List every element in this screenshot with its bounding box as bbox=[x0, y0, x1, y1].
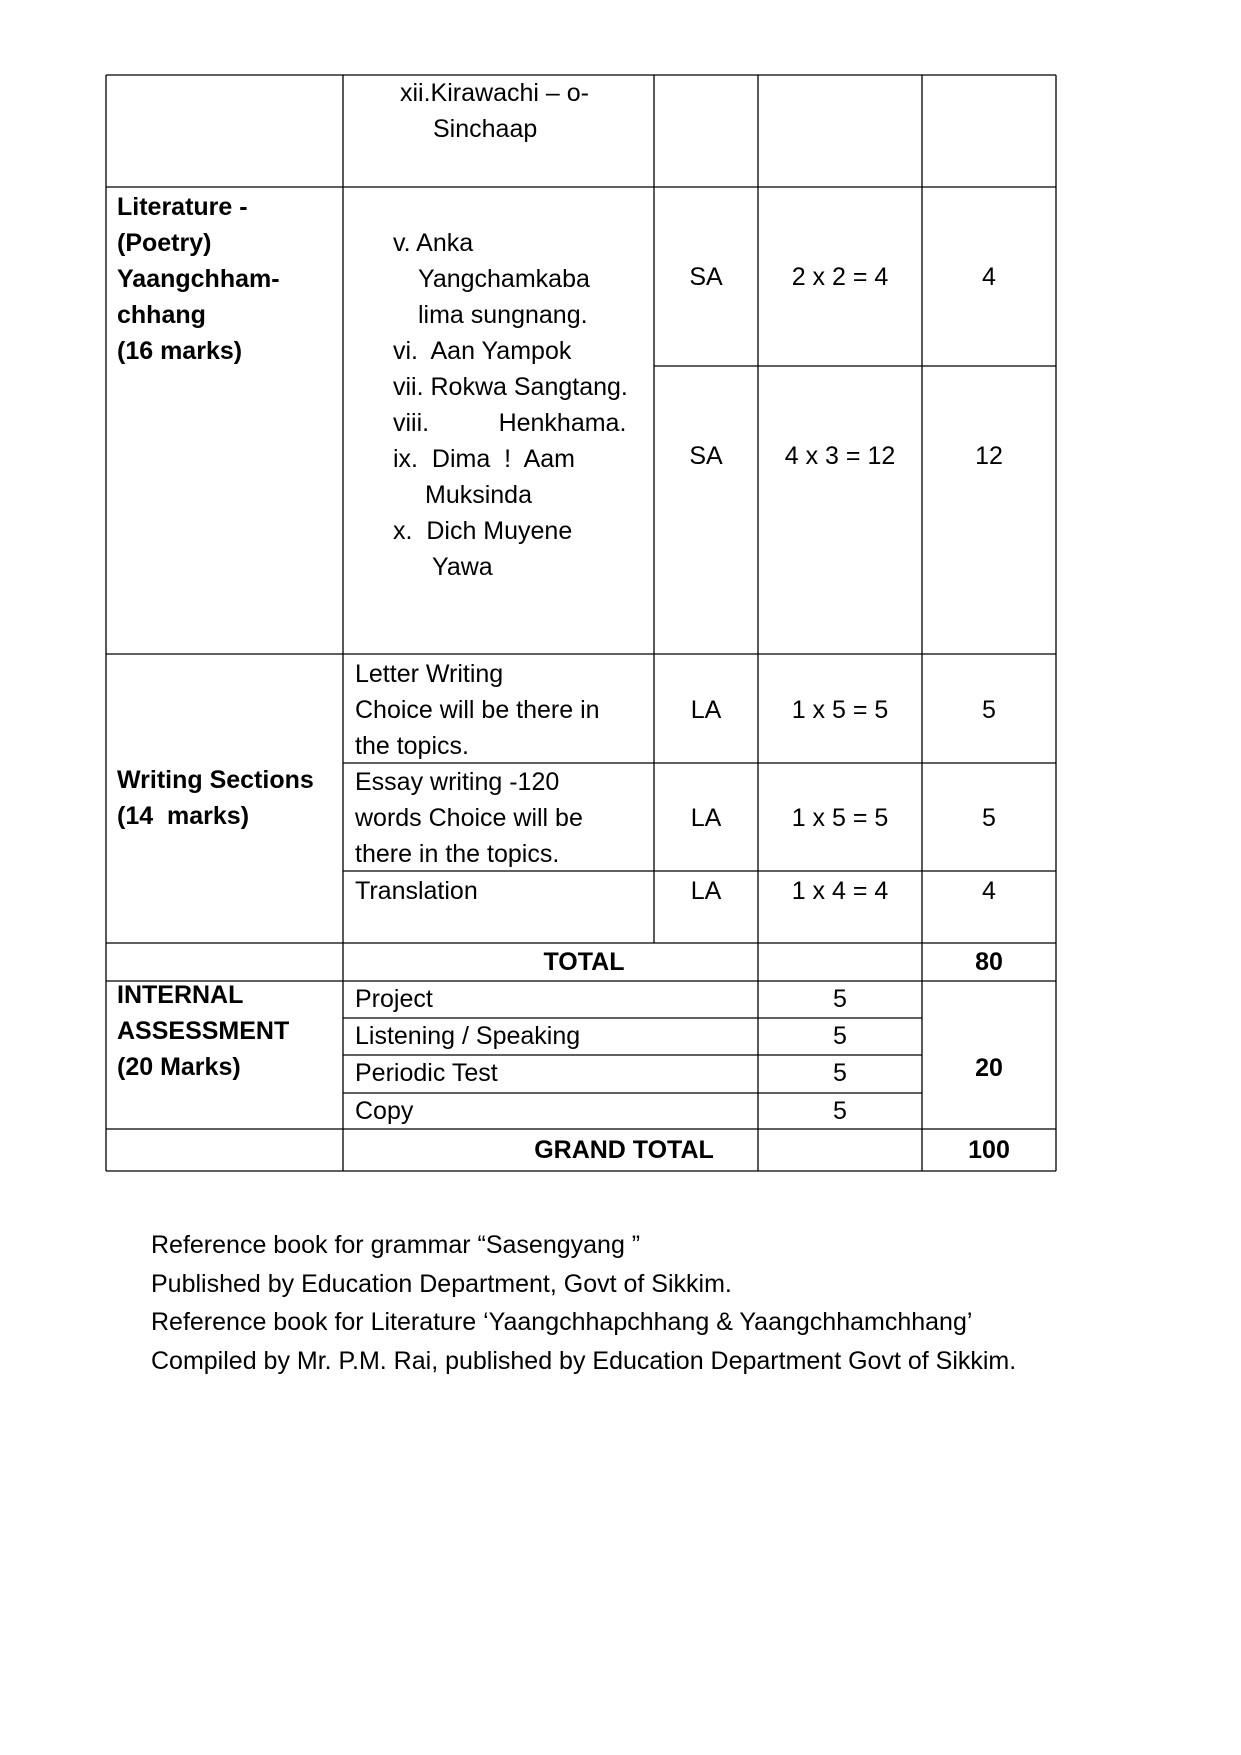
assessment-item: Listening / Speaking bbox=[355, 1022, 581, 1050]
writing-section-label: Writing Sections bbox=[117, 766, 314, 794]
grand-total-value: 100 bbox=[968, 1136, 1010, 1164]
poem-list-item: v. Anka bbox=[393, 229, 474, 257]
poem-list-item: vi. Aan Yampok bbox=[393, 337, 572, 365]
references bbox=[151, 1226, 1016, 1380]
assessment-marks: 5 bbox=[833, 985, 847, 1013]
writing-task-line: Essay writing -120 bbox=[355, 768, 560, 796]
poetry-section-label: Yaangchham- bbox=[117, 265, 280, 293]
total-value: 80 bbox=[975, 948, 1003, 976]
question-type: SA bbox=[689, 442, 723, 470]
assessment-marks: 5 bbox=[833, 1059, 847, 1087]
poem-list-item: Muksinda bbox=[425, 481, 532, 509]
assessment-item: Copy bbox=[355, 1097, 414, 1125]
poem-list-item: x. Dich Muyene bbox=[393, 517, 573, 545]
internal-total: 20 bbox=[975, 1054, 1003, 1082]
poetry-section-label: Literature - bbox=[117, 193, 248, 221]
poetry-section-label: chhang bbox=[117, 301, 206, 329]
continuation-content-line: xii.Kirawachi – o- bbox=[400, 79, 589, 107]
poem-list-item: lima sungnang. bbox=[418, 301, 588, 329]
reference-line: Reference book for grammar “Sasengyang ” bbox=[151, 1231, 641, 1259]
assessment-item: Project bbox=[355, 985, 433, 1013]
question-type: LA bbox=[690, 877, 722, 905]
writing-task-line: words Choice will be bbox=[355, 804, 583, 832]
total-label: TOTAL bbox=[543, 948, 625, 976]
poetry-section-label: (16 marks) bbox=[117, 337, 243, 365]
reference-line: Compiled by Mr. P.M. Rai, published by Education Department Govt of Sikkim. bbox=[151, 1346, 1017, 1375]
poetry-section-label: (Poetry) bbox=[117, 229, 212, 257]
row-total: 4 bbox=[982, 263, 996, 291]
row-total: 5 bbox=[982, 696, 996, 724]
marks-formula: 1 x 5 = 5 bbox=[791, 696, 889, 724]
internal-section-label: INTERNAL bbox=[117, 981, 244, 1009]
marks-formula: 4 x 3 = 12 bbox=[784, 442, 896, 470]
question-type: LA bbox=[690, 804, 722, 832]
marks-formula: 1 x 4 = 4 bbox=[791, 877, 889, 905]
question-type: LA bbox=[690, 696, 722, 724]
poem-list-item: ix. Dima ! Aam bbox=[393, 445, 575, 473]
question-type: SA bbox=[689, 263, 723, 291]
internal-section-label: ASSESSMENT bbox=[117, 1017, 290, 1045]
reference-line: Published by Education Department, Govt of Sikkim. bbox=[151, 1269, 732, 1298]
marks-formula: 2 x 2 = 4 bbox=[791, 263, 889, 291]
writing-task-line: Letter Writing bbox=[355, 660, 504, 688]
writing-task-line: the topics. bbox=[355, 732, 469, 760]
row-total: 5 bbox=[982, 804, 996, 832]
poem-list-item: viii. Henkhama. bbox=[393, 409, 627, 437]
row-total: 4 bbox=[982, 877, 996, 905]
writing-task-line: Choice will be there in bbox=[355, 696, 600, 724]
poem-list-item: Yawa bbox=[432, 553, 493, 581]
row-total: 12 bbox=[975, 442, 1003, 470]
writing-section-label: (14 marks) bbox=[117, 802, 250, 830]
writing-task-line: Translation bbox=[355, 877, 478, 905]
poem-list-item: vii. Rokwa Sangtang. bbox=[393, 373, 628, 401]
continuation-content-line: Sinchaap bbox=[433, 115, 538, 143]
poem-list-item: Yangchamkaba bbox=[418, 265, 590, 293]
internal-section-label: (20 Marks) bbox=[117, 1053, 241, 1081]
assessment-item: Periodic Test bbox=[355, 1059, 498, 1087]
writing-task-line: there in the topics. bbox=[355, 840, 560, 868]
assessment-marks: 5 bbox=[833, 1097, 847, 1125]
grand-total-label: GRAND TOTAL bbox=[534, 1136, 714, 1164]
assessment-marks: 5 bbox=[833, 1022, 847, 1050]
reference-line: Reference book for Literature ‘Yaangchhapchhang & Yaangchhamchhang’ bbox=[151, 1308, 973, 1336]
marks-formula: 1 x 5 = 5 bbox=[791, 804, 889, 832]
